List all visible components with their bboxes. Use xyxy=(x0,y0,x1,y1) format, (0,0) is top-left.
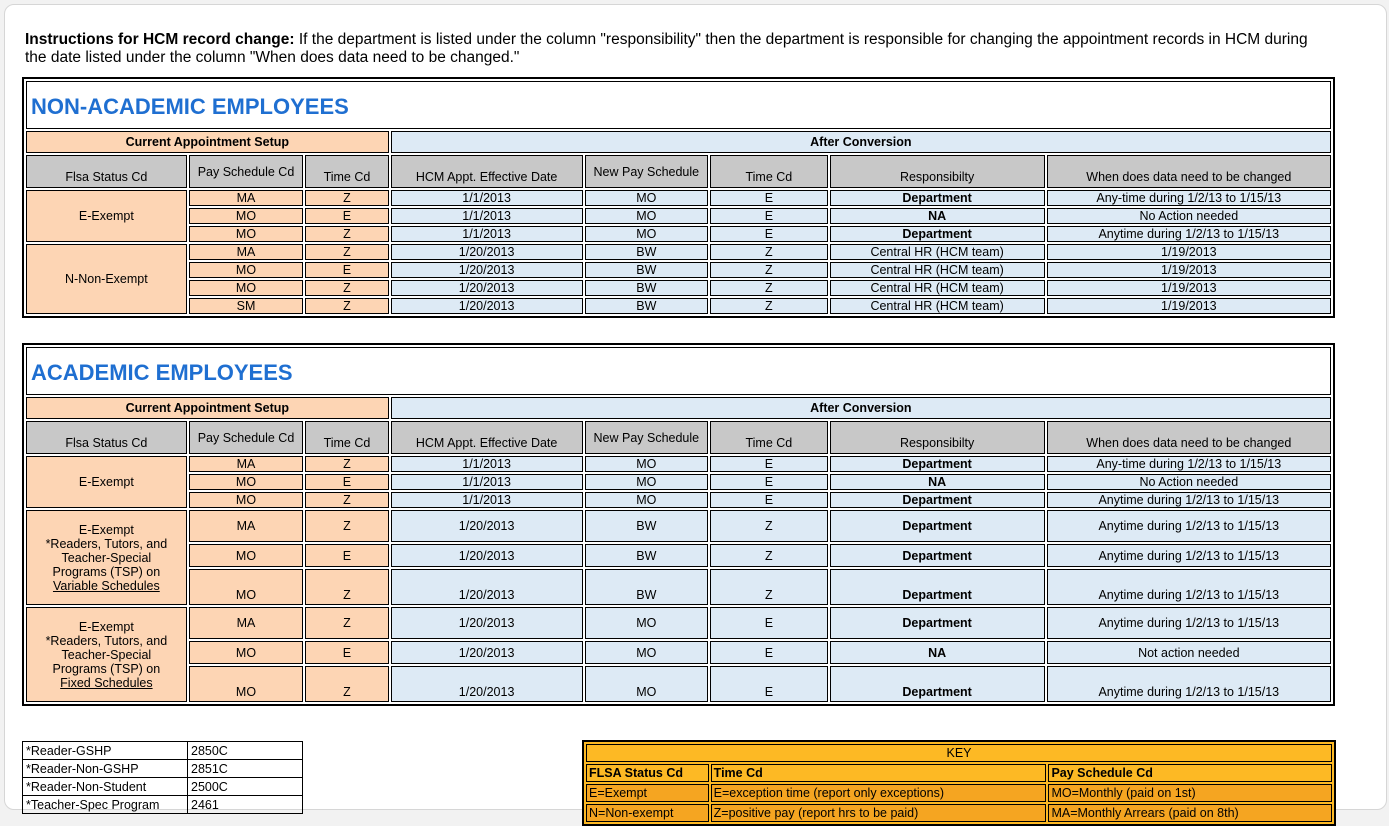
pay-cell: MA xyxy=(189,510,304,542)
col-new-pay-header: New Pay Schedule xyxy=(585,421,709,454)
job-codes-table xyxy=(22,741,303,814)
table-row xyxy=(26,607,1331,639)
col-new-time-header: Time Cd xyxy=(710,421,828,454)
when-cell: Not action needed xyxy=(1047,641,1331,664)
flsa-line: *Readers, Tutors, and xyxy=(45,633,168,648)
new-pay-cell: BW xyxy=(585,510,709,542)
job-code-cell: 2500C xyxy=(188,778,303,796)
resp-cell: Department xyxy=(830,666,1045,702)
time-cell: Z xyxy=(305,510,388,542)
table-row xyxy=(26,298,1331,314)
resp-cell: Department xyxy=(830,607,1045,639)
date-cell: 1/20/2013 xyxy=(391,544,583,567)
key-cell: MA=Monthly Arrears (paid on 8th) xyxy=(1048,804,1332,822)
date-cell: 1/1/2013 xyxy=(391,208,583,224)
table-row xyxy=(26,208,1331,224)
job-name-cell: *Reader-Non-Student xyxy=(23,778,188,796)
flsa-cell: E-Exempt xyxy=(26,456,187,508)
col-time-header: Time Cd xyxy=(305,421,388,454)
date-cell: 1/20/2013 xyxy=(391,280,583,296)
pay-cell: SM xyxy=(189,298,304,314)
date-cell: 1/20/2013 xyxy=(391,607,583,639)
job-code-cell: 2461 xyxy=(188,796,303,814)
col-date-header: HCM Appt. Effective Date xyxy=(391,155,583,188)
table-row xyxy=(23,796,303,814)
resp-cell: Central HR (HCM team) xyxy=(830,262,1045,278)
pay-cell: MO xyxy=(189,474,304,490)
new-time-cell: Z xyxy=(710,569,828,605)
new-time-cell: E xyxy=(710,492,828,508)
flsa-line: Teacher-Special xyxy=(61,647,152,662)
non-academic-table xyxy=(24,129,1333,316)
pay-cell: MO xyxy=(189,280,304,296)
table-row xyxy=(23,742,303,760)
current-setup-header: Current Appointment Setup xyxy=(26,397,389,419)
col-date-header: HCM Appt. Effective Date xyxy=(391,421,583,454)
job-name-cell: *Reader-Non-GSHP xyxy=(23,760,188,778)
col-pay-header: Pay Schedule Cd xyxy=(189,421,304,454)
key-cell: E=Exempt xyxy=(586,784,709,802)
new-pay-cell: MO xyxy=(585,666,709,702)
pay-cell: MO xyxy=(189,666,304,702)
time-cell: Z xyxy=(305,607,388,639)
col-time-header: Time Cd xyxy=(305,155,388,188)
document-page xyxy=(4,4,1387,820)
date-cell: 1/20/2013 xyxy=(391,298,583,314)
new-pay-cell: MO xyxy=(585,492,709,508)
new-time-cell: E xyxy=(710,208,828,224)
after-conversion-header: After Conversion xyxy=(391,397,1331,419)
pay-cell: MO xyxy=(189,569,304,605)
new-pay-cell: MO xyxy=(585,208,709,224)
new-pay-cell: BW xyxy=(585,544,709,567)
date-cell: 1/1/2013 xyxy=(391,474,583,490)
col-when-header: When does data need to be changed xyxy=(1047,421,1331,454)
table-row xyxy=(26,510,1331,542)
new-pay-cell: BW xyxy=(585,298,709,314)
when-cell: Anytime during 1/2/13 to 1/15/13 xyxy=(1047,510,1331,542)
time-cell: E xyxy=(305,474,388,490)
instructions xyxy=(25,31,1325,67)
when-cell: 1/19/2013 xyxy=(1047,262,1331,278)
key-header-time: Time Cd xyxy=(711,764,1047,782)
pay-cell: MA xyxy=(189,244,304,260)
job-code-cell: 2851C xyxy=(188,760,303,778)
flsa-line: Teacher-Special xyxy=(61,550,152,565)
table-row xyxy=(26,190,1331,206)
key-header-flsa: FLSA Status Cd xyxy=(586,764,709,782)
flsa-cell: E-Exempt xyxy=(26,190,187,242)
col-resp-header: Responsibilty xyxy=(830,155,1045,188)
date-cell: 1/1/2013 xyxy=(391,190,583,206)
resp-cell: Department xyxy=(830,190,1045,206)
col-when-header: When does data need to be changed xyxy=(1047,155,1331,188)
variable-schedules-link[interactable]: Variable Schedules xyxy=(52,578,160,593)
key-title: KEY xyxy=(586,744,1332,762)
new-pay-cell: MO xyxy=(585,190,709,206)
new-pay-cell: BW xyxy=(585,244,709,260)
academic-table xyxy=(24,395,1333,704)
new-time-cell: E xyxy=(710,456,828,472)
date-cell: 1/1/2013 xyxy=(391,226,583,242)
resp-cell: NA xyxy=(830,208,1045,224)
when-cell: Any-time during 1/2/13 to 1/15/13 xyxy=(1047,456,1331,472)
table-row xyxy=(586,784,1332,802)
table-row xyxy=(26,280,1331,296)
resp-cell: NA xyxy=(830,474,1045,490)
new-pay-cell: BW xyxy=(585,280,709,296)
table-row xyxy=(26,244,1331,260)
time-cell: Z xyxy=(305,190,388,206)
new-time-cell: Z xyxy=(710,298,828,314)
key-box xyxy=(582,740,1336,826)
col-flsa-header: Flsa Status Cd xyxy=(26,421,187,454)
time-cell: E xyxy=(305,544,388,567)
job-name-cell: *Reader-GSHP xyxy=(23,742,188,760)
table-row xyxy=(26,226,1331,242)
time-cell: E xyxy=(305,262,388,278)
key-table xyxy=(584,742,1334,824)
flsa-line: E-Exempt xyxy=(78,522,134,537)
new-time-cell: Z xyxy=(710,262,828,278)
date-cell: 1/1/2013 xyxy=(391,456,583,472)
col-new-time-header: Time Cd xyxy=(710,155,828,188)
col-flsa-header: Flsa Status Cd xyxy=(26,155,187,188)
non-academic-section xyxy=(22,77,1335,318)
resp-cell: Central HR (HCM team) xyxy=(830,298,1045,314)
time-cell: Z xyxy=(305,666,388,702)
resp-cell: Department xyxy=(830,456,1045,472)
pay-cell: MO xyxy=(189,208,304,224)
new-pay-cell: MO xyxy=(585,474,709,490)
flsa-cell xyxy=(26,607,187,702)
date-cell: 1/1/2013 xyxy=(391,492,583,508)
time-cell: Z xyxy=(305,298,388,314)
col-resp-header: Responsibilty xyxy=(830,421,1045,454)
new-pay-cell: BW xyxy=(585,569,709,605)
when-cell: Anytime during 1/2/13 to 1/15/13 xyxy=(1047,607,1331,639)
when-cell: Anytime during 1/2/13 to 1/15/13 xyxy=(1047,544,1331,567)
table-row xyxy=(23,760,303,778)
table-row xyxy=(586,804,1332,822)
when-cell: Anytime during 1/2/13 to 1/15/13 xyxy=(1047,569,1331,605)
pay-cell: MO xyxy=(189,226,304,242)
date-cell: 1/20/2013 xyxy=(391,641,583,664)
new-pay-cell: MO xyxy=(585,607,709,639)
when-cell: 1/19/2013 xyxy=(1047,280,1331,296)
table-row xyxy=(26,456,1331,472)
new-time-cell: E xyxy=(710,641,828,664)
academic-title: ACADEMIC EMPLOYEES xyxy=(26,347,1331,395)
time-cell: Z xyxy=(305,456,388,472)
new-pay-cell: BW xyxy=(585,262,709,278)
new-pay-cell: MO xyxy=(585,226,709,242)
flsa-line: Programs (TSP) on xyxy=(52,564,161,579)
resp-cell: Central HR (HCM team) xyxy=(830,244,1045,260)
table-row xyxy=(26,666,1331,702)
new-time-cell: E xyxy=(710,226,828,242)
current-setup-header: Current Appointment Setup xyxy=(26,131,389,153)
table-row xyxy=(26,474,1331,490)
col-new-pay-header: New Pay Schedule xyxy=(585,155,709,188)
time-cell: Z xyxy=(305,244,388,260)
new-time-cell: Z xyxy=(710,510,828,542)
new-time-cell: E xyxy=(710,190,828,206)
key-cell: MO=Monthly (paid on 1st) xyxy=(1048,784,1332,802)
flsa-line: *Readers, Tutors, and xyxy=(45,536,168,551)
time-cell: E xyxy=(305,641,388,664)
instructions-text: If the department is listed under the column "responsibility" then the department is responsible for changing the appointment records in HCM during the date listed under the column "When does data need to be changed." xyxy=(25,31,1308,66)
resp-cell: Department xyxy=(830,510,1045,542)
col-pay-header: Pay Schedule Cd xyxy=(189,155,304,188)
when-cell: 1/19/2013 xyxy=(1047,298,1331,314)
new-time-cell: Z xyxy=(710,280,828,296)
pay-cell: MO xyxy=(189,641,304,664)
instructions-label: Instructions for HCM record change: xyxy=(25,31,295,48)
pay-cell: MO xyxy=(189,492,304,508)
time-cell: E xyxy=(305,208,388,224)
table-row xyxy=(26,641,1331,664)
date-cell: 1/20/2013 xyxy=(391,510,583,542)
date-cell: 1/20/2013 xyxy=(391,262,583,278)
time-cell: Z xyxy=(305,280,388,296)
resp-cell: Department xyxy=(830,544,1045,567)
new-pay-cell: MO xyxy=(585,456,709,472)
new-time-cell: E xyxy=(710,474,828,490)
pay-cell: MA xyxy=(189,456,304,472)
job-code-cell: 2850C xyxy=(188,742,303,760)
date-cell: 1/20/2013 xyxy=(391,666,583,702)
time-cell: Z xyxy=(305,569,388,605)
when-cell: 1/19/2013 xyxy=(1047,244,1331,260)
flsa-cell xyxy=(26,510,187,605)
date-cell: 1/20/2013 xyxy=(391,244,583,260)
date-cell: 1/20/2013 xyxy=(391,569,583,605)
when-cell: Anytime during 1/2/13 to 1/15/13 xyxy=(1047,492,1331,508)
key-cell: N=Non-exempt xyxy=(586,804,709,822)
flsa-line: Programs (TSP) on xyxy=(52,661,161,676)
key-cell: Z=positive pay (report hrs to be paid) xyxy=(711,804,1047,822)
key-header-pay: Pay Schedule Cd xyxy=(1048,764,1332,782)
non-academic-title: NON-ACADEMIC EMPLOYEES xyxy=(26,81,1331,129)
after-conversion-header: After Conversion xyxy=(391,131,1331,153)
table-row xyxy=(26,262,1331,278)
when-cell: No Action needed xyxy=(1047,474,1331,490)
time-cell: Z xyxy=(305,492,388,508)
new-pay-cell: MO xyxy=(585,641,709,664)
new-time-cell: Z xyxy=(710,244,828,260)
resp-cell: Department xyxy=(830,569,1045,605)
when-cell: Any-time during 1/2/13 to 1/15/13 xyxy=(1047,190,1331,206)
pay-cell: MA xyxy=(189,190,304,206)
resp-cell: Department xyxy=(830,492,1045,508)
when-cell: Anytime during 1/2/13 to 1/15/13 xyxy=(1047,666,1331,702)
flsa-line: E-Exempt xyxy=(78,619,134,634)
pay-cell: MO xyxy=(189,544,304,567)
table-row xyxy=(23,778,303,796)
time-cell: Z xyxy=(305,226,388,242)
resp-cell: NA xyxy=(830,641,1045,664)
table-row xyxy=(26,492,1331,508)
job-name-cell: *Teacher-Spec Program xyxy=(23,796,188,814)
new-time-cell: E xyxy=(710,666,828,702)
key-cell: E=exception time (report only exceptions) xyxy=(711,784,1047,802)
table-row xyxy=(26,569,1331,605)
pay-cell: MA xyxy=(189,607,304,639)
fixed-schedules-link[interactable]: Fixed Schedules xyxy=(60,675,153,690)
flsa-cell: N-Non-Exempt xyxy=(26,244,187,314)
academic-section xyxy=(22,343,1335,706)
new-time-cell: Z xyxy=(710,544,828,567)
when-cell: No Action needed xyxy=(1047,208,1331,224)
resp-cell: Department xyxy=(830,226,1045,242)
new-time-cell: E xyxy=(710,607,828,639)
pay-cell: MO xyxy=(189,262,304,278)
table-row xyxy=(26,544,1331,567)
when-cell: Anytime during 1/2/13 to 1/15/13 xyxy=(1047,226,1331,242)
resp-cell: Central HR (HCM team) xyxy=(830,280,1045,296)
